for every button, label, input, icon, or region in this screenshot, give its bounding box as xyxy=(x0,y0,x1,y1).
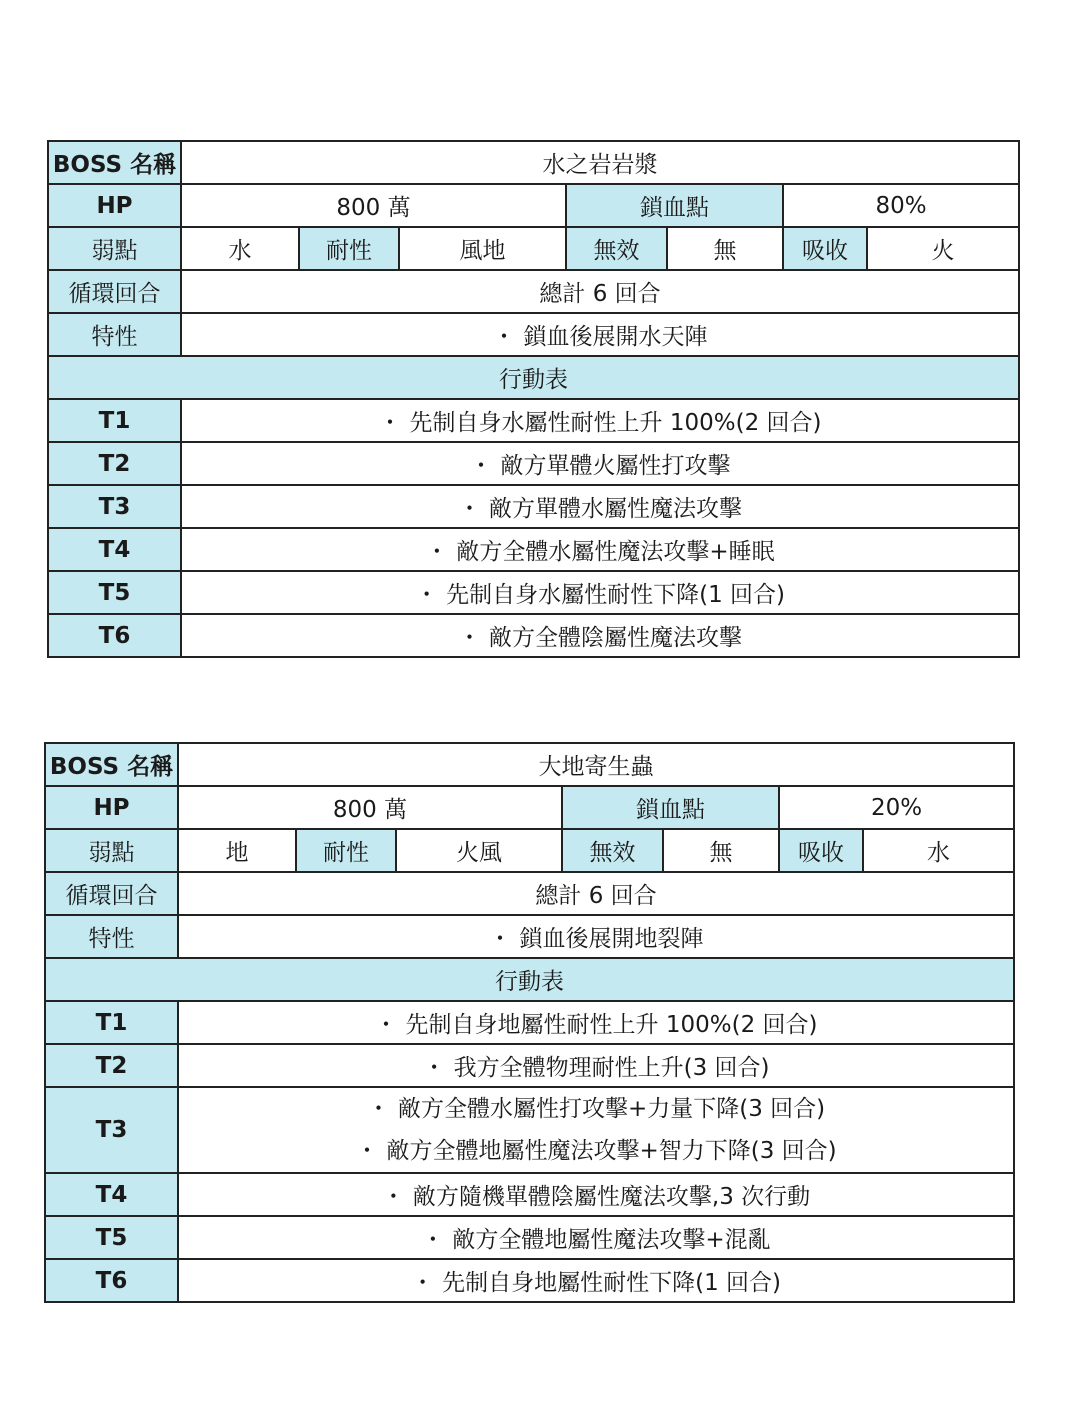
bullet-icon: ・ xyxy=(488,926,512,952)
turn-label: T4 xyxy=(48,528,181,571)
lock-hp-label: 鎖血點 xyxy=(562,786,779,829)
turn-label: T2 xyxy=(48,442,181,485)
trait-label: 特性 xyxy=(45,915,178,958)
trait-row xyxy=(45,915,1014,958)
turn-action-text: 敵方單體水屬性魔法攻擊 xyxy=(489,496,743,522)
turn-action-text: 先制自身地屬性耐性下降(1 回合) xyxy=(442,1270,781,1296)
resist-value: 風地 xyxy=(399,227,566,270)
bullet-icon: ・ xyxy=(374,1012,398,1038)
bullet-icon: ・ xyxy=(378,410,402,436)
turn-action xyxy=(178,1044,1014,1087)
turn-action xyxy=(178,1259,1014,1302)
bullet-icon: ・ xyxy=(422,1055,446,1081)
turn-label: T1 xyxy=(45,1001,178,1044)
turn-row xyxy=(45,1216,1014,1259)
null-value: 無 xyxy=(667,227,783,270)
bullet-icon: ・ xyxy=(355,1138,379,1164)
actions-header: 行動表 xyxy=(45,958,1014,1001)
weakness-label: 弱點 xyxy=(45,829,178,872)
turn-row xyxy=(45,1044,1014,1087)
turn-action-line xyxy=(179,1130,1013,1172)
cycle-row xyxy=(48,270,1019,313)
boss-name-label: BOSS 名稱 xyxy=(45,743,178,786)
turn-action xyxy=(181,571,1019,614)
absorb-label: 吸收 xyxy=(779,829,863,872)
trait-label: 特性 xyxy=(48,313,181,356)
turn-label: T2 xyxy=(45,1044,178,1087)
bullet-icon: ・ xyxy=(381,1184,405,1210)
turn-row xyxy=(45,1173,1014,1216)
turn-row xyxy=(45,1087,1014,1173)
hp-row xyxy=(45,786,1014,829)
null-label: 無效 xyxy=(566,227,667,270)
bullet-icon: ・ xyxy=(469,453,493,479)
turn-row xyxy=(48,485,1019,528)
null-value: 無 xyxy=(663,829,779,872)
cycle-value: 總計 6 回合 xyxy=(178,872,1014,915)
bullet-icon: ・ xyxy=(421,1227,445,1253)
turn-action-text: 敵方單體火屬性打攻擊 xyxy=(500,453,731,479)
bullet-icon: ・ xyxy=(425,539,449,565)
weakness-value: 水 xyxy=(181,227,299,270)
absorb-value: 火 xyxy=(867,227,1019,270)
cycle-label: 循環回合 xyxy=(48,270,181,313)
trait-value xyxy=(178,915,1014,958)
turn-row xyxy=(45,1001,1014,1044)
cycle-label: 循環回合 xyxy=(45,872,178,915)
bullet-icon: ・ xyxy=(366,1096,390,1122)
turn-action-text: 先制自身水屬性耐性下降(1 回合) xyxy=(446,582,785,608)
turn-action-text: 敵方全體陰屬性魔法攻擊 xyxy=(489,625,743,651)
actions-header-row xyxy=(48,356,1019,399)
absorb-label: 吸收 xyxy=(783,227,867,270)
resist-label: 耐性 xyxy=(296,829,396,872)
turn-action-text: 敵方全體水屬性打攻擊+力量下降(3 回合) xyxy=(397,1096,826,1122)
turn-row xyxy=(48,571,1019,614)
weakness-value: 地 xyxy=(178,829,296,872)
turn-action-text: 敵方全體水屬性魔法攻擊+睡眠 xyxy=(456,539,775,565)
turn-label: T4 xyxy=(45,1173,178,1216)
turn-action-text: 先制自身地屬性耐性上升 100%(2 回合) xyxy=(405,1012,818,1038)
turn-label: T3 xyxy=(45,1087,178,1173)
cycle-row xyxy=(45,872,1014,915)
turn-row xyxy=(48,399,1019,442)
cycle-value: 總計 6 回合 xyxy=(181,270,1019,313)
turn-label: T1 xyxy=(48,399,181,442)
turn-label: T6 xyxy=(45,1259,178,1302)
hp-value: 800 萬 xyxy=(181,184,566,227)
trait-row xyxy=(48,313,1019,356)
turn-action xyxy=(178,1001,1014,1044)
hp-row xyxy=(48,184,1019,227)
turn-action-text: 敵方全體地屬性魔法攻擊+混亂 xyxy=(452,1227,771,1253)
turn-row xyxy=(45,1259,1014,1302)
boss-name: 水之岩岩漿 xyxy=(181,141,1019,184)
turn-action-text: 先制自身水屬性耐性上升 100%(2 回合) xyxy=(409,410,822,436)
trait-value xyxy=(181,313,1019,356)
turn-label: T6 xyxy=(48,614,181,657)
turn-action xyxy=(178,1216,1014,1259)
boss-name-row xyxy=(48,141,1019,184)
actions-header-row xyxy=(45,958,1014,1001)
bullet-icon: ・ xyxy=(411,1270,435,1296)
turn-label: T3 xyxy=(48,485,181,528)
boss-name: 大地寄生蟲 xyxy=(178,743,1014,786)
resist-value: 火風 xyxy=(396,829,562,872)
bullet-icon: ・ xyxy=(458,625,482,651)
element-row xyxy=(45,829,1014,872)
bullet-icon: ・ xyxy=(458,496,482,522)
turn-label: T5 xyxy=(45,1216,178,1259)
turn-action xyxy=(181,614,1019,657)
bullet-icon: ・ xyxy=(492,324,516,350)
element-row xyxy=(48,227,1019,270)
hp-value: 800 萬 xyxy=(178,786,562,829)
actions-header: 行動表 xyxy=(48,356,1019,399)
boss-table xyxy=(47,140,1020,658)
trait-text: 鎖血後展開水天陣 xyxy=(523,324,708,350)
hp-label: HP xyxy=(45,786,178,829)
weakness-label: 弱點 xyxy=(48,227,181,270)
boss-name-label: BOSS 名稱 xyxy=(48,141,181,184)
turn-action xyxy=(178,1087,1014,1173)
turn-action xyxy=(181,399,1019,442)
turn-action xyxy=(181,528,1019,571)
lock-hp-value: 80% xyxy=(783,184,1019,227)
turn-action-line xyxy=(179,1088,1013,1130)
hp-label: HP xyxy=(48,184,181,227)
turn-action-text: 敵方全體地屬性魔法攻擊+智力下降(3 回合) xyxy=(386,1138,837,1164)
bullet-icon: ・ xyxy=(415,582,439,608)
resist-label: 耐性 xyxy=(299,227,399,270)
trait-text: 鎖血後展開地裂陣 xyxy=(519,926,704,952)
turn-action xyxy=(178,1173,1014,1216)
absorb-value: 水 xyxy=(863,829,1014,872)
turn-action xyxy=(181,485,1019,528)
boss-table xyxy=(44,742,1015,1303)
null-label: 無效 xyxy=(562,829,663,872)
turn-action-text: 我方全體物理耐性上升(3 回合) xyxy=(453,1055,770,1081)
turn-action-text: 敵方隨機單體陰屬性魔法攻擊,3 次行動 xyxy=(412,1184,811,1210)
turn-label: T5 xyxy=(48,571,181,614)
turn-action xyxy=(181,442,1019,485)
lock-hp-value: 20% xyxy=(779,786,1014,829)
lock-hp-label: 鎖血點 xyxy=(566,184,783,227)
turn-row xyxy=(48,614,1019,657)
turn-row xyxy=(48,442,1019,485)
boss-name-row xyxy=(45,743,1014,786)
turn-row xyxy=(48,528,1019,571)
